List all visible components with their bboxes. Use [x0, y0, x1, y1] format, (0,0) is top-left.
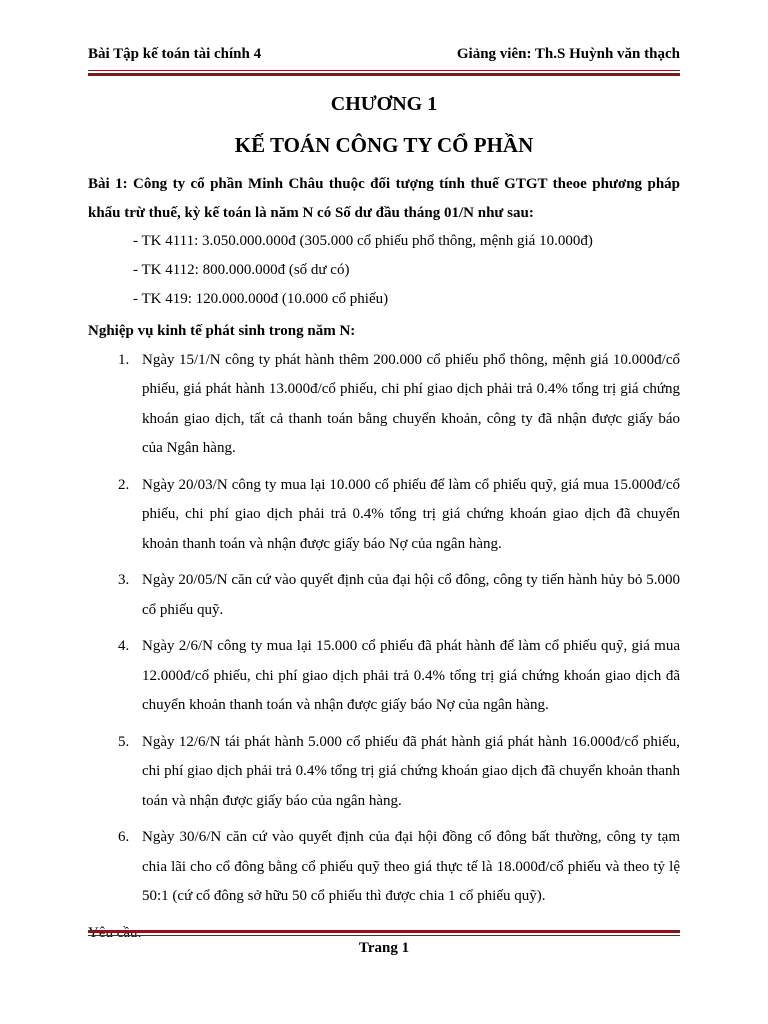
list-item [118, 471, 680, 560]
list-item-number: 1. [118, 351, 130, 368]
transactions-list [118, 346, 680, 912]
list-item-number: 5. [118, 733, 130, 750]
list-item [118, 346, 680, 464]
header-lecturer: Giảng viên: Th.S Huỳnh văn thạch [456, 46, 680, 62]
list-item-number: 3. [118, 572, 130, 588]
list-item-text: Ngày 2/6/N công ty mua lại 15.000 cổ phiếu đã phát hành để làm cổ phiếu quỹ, giá mua 12.000đ/cổ phiếu, chi phí giao dịch phải trả 0.4% tổng trị giá chứng khoán giao dịch đã chuyển khoản thanh toán và nhận được giấy báo Nợ của ngân hàng. [142, 638, 680, 713]
list-item [118, 632, 680, 721]
list-item-number: 4. [118, 638, 130, 654]
list-item-text: Ngày 30/6/N căn cứ vào quyết định của đại hội đồng cổ đông bất thường, công ty tạm chia lãi cho cổ đông bằng cổ phiếu quỹ theo giá thực tế là 18.000đ/cổ phiếu và theo tỷ lệ 50:1 (cứ cổ đông sở hữu 50 cổ phiếu thì được chia 1 cổ phiếu quỹ). [142, 829, 680, 904]
page-number: Trang 1 [358, 940, 410, 956]
opening-balance-1: - TK 4111: 3.050.000.000đ (305.000 cổ phiếu phổ thông, mệnh giá 10.000đ) [133, 233, 593, 249]
header-course-title: Bài Tập kế toán tài chính 4 [88, 46, 262, 62]
list-item-text: Ngày 20/03/N công ty mua lại 10.000 cổ phiếu để làm cổ phiếu quỹ, giá mua 15.000đ/cổ phiếu, chi phí giao dịch phải trả 0.4% tổng trị giá chứng khoán giao dịch đã chuyển khoản thanh toán và nhận được giấy báo Nợ của ngân hàng. [142, 476, 680, 552]
list-item [118, 566, 680, 625]
list-item-text: Ngày 12/6/N tái phát hành 5.000 cổ phiếu đã phát hành giá phát hành 16.000đ/cổ phiếu, chi phí giao dịch phải trả 0.4% tổng trị giá chứng khoán giao dịch đã chuyển khoản thanh toán và nhận được giấy báo của ngân hàng. [142, 733, 680, 809]
exercise-intro: Bài 1: Công ty cổ phần Minh Châu thuộc đối tượng tính thuế GTGT theoe phương pháp khấu trừ thuế, kỳ kế toán là năm N có Số dư đầu tháng 01/N như sau: [88, 176, 680, 221]
list-item-number: 2. [118, 476, 130, 493]
list-item-text: Ngày 15/1/N công ty phát hành thêm 200.000 cổ phiếu phổ thông, mệnh giá 10.000đ/cổ phiếu, giá phát hành 13.000đ/cổ phiếu, chi phí giao dịch phải trả 0.4% tổng trị giá chứng khoán giao dịch, tất cả thanh toán bằng chuyển khoản, công ty đã nhận được giấy báo của Ngân hàng. [142, 351, 680, 456]
page-header [88, 46, 680, 63]
chapter-title: KẾ TOÁN CÔNG TY CỔ PHẦN [234, 133, 534, 157]
header-rule-thick [88, 73, 680, 76]
list-item [118, 728, 680, 817]
opening-balance-3: - TK 419: 120.000.000đ (10.000 cổ phiếu) [133, 291, 389, 307]
exercise-content [88, 170, 680, 947]
footer-rule-thin [88, 935, 680, 936]
chapter-number: CHƯƠNG 1 [330, 93, 438, 115]
list-item-number: 6. [118, 829, 130, 845]
footer-rule-thick [88, 930, 680, 933]
opening-balance-2: - TK 4112: 800.000.000đ (số dư có) [133, 262, 350, 278]
list-item-text: Ngày 20/05/N căn cứ vào quyết định của đại hội cổ đông, công ty tiến hành hủy bỏ 5.000 cổ phiếu quỹ. [142, 572, 680, 618]
list-item [118, 823, 680, 912]
header-rule-thin [88, 70, 680, 71]
transactions-heading: Nghiệp vụ kinh tế phát sinh trong năm N: [88, 323, 356, 339]
